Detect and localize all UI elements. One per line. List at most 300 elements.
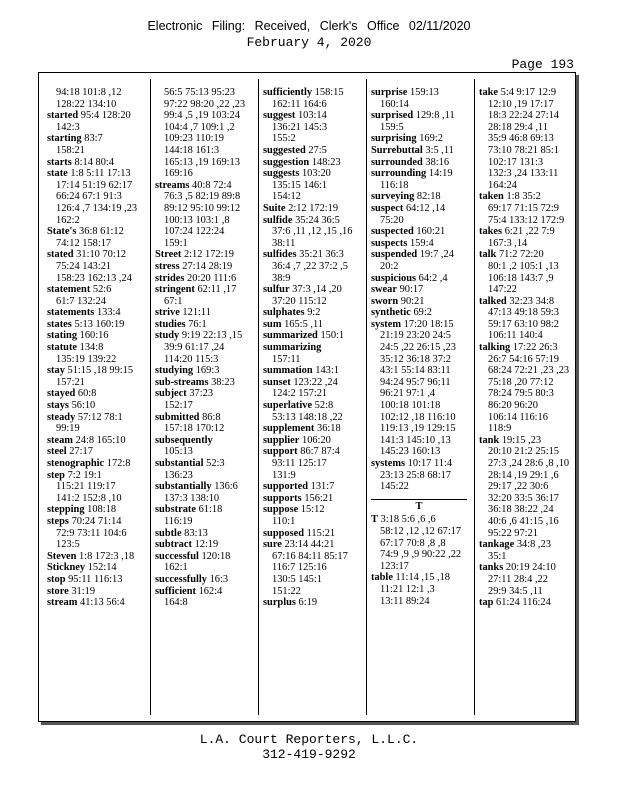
- page-line-refs: 1:8 172:3 ,18: [79, 550, 135, 562]
- index-column-1: [47, 87, 147, 609]
- page-line-refs: 37:3 ,14 ,20: [292, 284, 342, 296]
- page-line-refs: 67:1: [164, 295, 183, 307]
- index-entry: [47, 551, 147, 563]
- page-line-refs: 83:7: [84, 133, 103, 145]
- index-entry: [263, 157, 363, 169]
- index-entry: [371, 157, 471, 169]
- index-entry: [263, 307, 363, 319]
- index-entry: [155, 562, 255, 574]
- index-entry: [47, 586, 147, 598]
- page-line-refs: 135:19 139:22: [56, 353, 117, 365]
- index-word: sum: [263, 318, 282, 330]
- page-line-refs: 123:17: [380, 560, 409, 572]
- index-entry: [155, 586, 255, 598]
- index-word: systems: [371, 458, 406, 469]
- index-entry: [371, 110, 471, 122]
- index-entry: [47, 470, 147, 482]
- index-entry: [371, 538, 471, 550]
- index-entry: [155, 539, 255, 551]
- page-line-refs: 28:14 ,19 29:1 ,6: [488, 469, 559, 481]
- index-word: sufficiently: [263, 87, 313, 98]
- index-word: subtle: [155, 527, 182, 539]
- page-line-refs: 99:4 ,5 ,19 103:24: [164, 110, 240, 122]
- page-line-refs: 158:21: [56, 144, 85, 156]
- page-line-refs: 5:13 160:19: [74, 318, 125, 330]
- page-line-refs: 131:7: [310, 481, 335, 493]
- index-entry: [155, 342, 255, 354]
- page-line-refs: 62:11 ,17: [197, 284, 237, 296]
- index-entry: [263, 562, 363, 574]
- page-line-refs: 56:5 75:13 95:23: [164, 87, 236, 98]
- index-entry: [47, 458, 147, 470]
- page-line-refs: 36:18 38:22 ,24: [488, 504, 554, 516]
- page-line-refs: 1:8 35:2: [506, 191, 541, 203]
- page-line-refs: 37:20 115:12: [272, 295, 327, 307]
- index-word: tankage: [479, 539, 515, 551]
- page-line-refs: 133:4: [96, 307, 121, 319]
- index-entry: [371, 400, 471, 412]
- page-line-refs: 162:11 164:6: [272, 98, 327, 110]
- page-line-refs: 75:4 133:12 172:9: [488, 214, 565, 226]
- index-entry: [479, 122, 579, 134]
- page-line-refs: 67:16 84:11 85:17: [272, 550, 348, 562]
- index-word: stream: [47, 597, 78, 609]
- index-entry: [155, 470, 255, 482]
- index-word: suspicious: [371, 272, 417, 284]
- index-entry: [155, 273, 255, 285]
- page-line-refs: 107:24 122:24: [164, 226, 225, 238]
- page-line-refs: 53:13 148:18 ,22: [272, 411, 343, 423]
- page-line-refs: 95:4 128:20: [80, 110, 131, 122]
- page-line-refs: 38:9: [272, 272, 291, 284]
- page-line-refs: 52:8: [314, 400, 334, 412]
- page-line-refs: 162:4: [198, 585, 223, 597]
- page-line-refs: 35:9 46:8 69:13: [488, 133, 554, 145]
- page-line-refs: 36:8 61:12: [79, 226, 124, 238]
- page-line-refs: 8:14 80:4: [74, 156, 114, 168]
- index-word: study: [155, 330, 180, 342]
- page-line-refs: 3:5 ,11: [425, 144, 454, 156]
- page-line-refs: 13:11 89:24: [380, 595, 430, 607]
- page-line-refs: 102:17 131:3: [488, 156, 544, 168]
- page-line-refs: 94:24 95:7 96:11: [380, 376, 451, 388]
- index-entry: [155, 493, 255, 505]
- index-word: Stickney: [47, 562, 86, 574]
- index-entry: [263, 481, 363, 493]
- page-line-refs: 106:14 116:16: [488, 411, 548, 423]
- page-line-refs: 70:24 71:14: [71, 515, 122, 527]
- page-line-refs: 145:22: [380, 481, 409, 493]
- page-line-refs: 136:23: [164, 469, 193, 481]
- index-column-3: [263, 87, 363, 609]
- page-line-refs: 124:2 157:21: [272, 388, 328, 400]
- index-entry: [155, 145, 255, 157]
- page-line-refs: 52:6: [92, 284, 112, 296]
- page-line-refs: 160:21: [416, 226, 446, 238]
- index-entry: [47, 481, 147, 493]
- page-line-refs: 75:18 ,20 77:12: [488, 376, 554, 388]
- index-entry: [155, 226, 255, 238]
- page-line-refs: 159:5: [380, 121, 404, 133]
- index-entry: [155, 133, 255, 145]
- page-line-refs: 37:6 ,11 ,12 ,15 ,16: [272, 226, 353, 238]
- page-line-refs: 10:17 11:4: [407, 458, 453, 469]
- index-word: surveying: [371, 191, 415, 203]
- page-line-refs: 35:21 36:3: [299, 249, 344, 261]
- index-word: subtract: [155, 539, 192, 551]
- page-line-refs: 100:13 103:1 ,8: [164, 214, 230, 226]
- index-entry: [479, 261, 579, 273]
- index-entry: [155, 504, 255, 516]
- page-line-refs: 106:20: [302, 434, 331, 446]
- index-entry: [371, 296, 471, 308]
- index-entry: [371, 203, 471, 215]
- index-word: statements: [47, 307, 95, 319]
- index-word: supplier: [263, 434, 300, 446]
- index-entry: [47, 388, 147, 400]
- index-entry: [155, 180, 255, 192]
- index-word: state: [47, 168, 68, 180]
- index-entry: [479, 307, 579, 319]
- page-line-refs: 165:5 ,11: [284, 318, 323, 330]
- page-line-refs: 38:23: [211, 376, 235, 388]
- index-word: table: [371, 572, 393, 584]
- index-entry: [155, 215, 255, 227]
- page-line-refs: 159:4: [409, 237, 434, 249]
- index-word: sulfur: [263, 284, 290, 296]
- index-entry: [371, 191, 471, 203]
- page-line-refs: 137:3 138:10: [164, 492, 220, 504]
- page-line-refs: 105:13: [164, 446, 193, 458]
- page-line-refs: 155:2: [272, 133, 296, 145]
- index-entry: [47, 238, 147, 250]
- page-line-refs: 11:14 ,15 ,18: [395, 572, 451, 584]
- index-word: streams: [155, 179, 190, 191]
- index-entry: [371, 307, 471, 319]
- index-entry: [155, 435, 255, 447]
- page-line-refs: 108:18: [87, 504, 117, 516]
- page-line-refs: 78:24 79:5 80:3: [488, 388, 554, 400]
- index-entry: [479, 446, 579, 458]
- page-line-refs: 29:9 34:5 ,11: [488, 585, 543, 597]
- page-line-refs: 6:19: [298, 597, 318, 609]
- page-line-refs: 38:11: [272, 237, 296, 249]
- page-line-refs: 116:19: [164, 515, 193, 527]
- page-line-refs: 58:12 ,12 ,12 67:17: [380, 525, 462, 537]
- index-entry: [263, 354, 363, 366]
- page-line-refs: 36:4 ,7 ,22 37:2 ,5: [272, 260, 348, 272]
- index-entry: [155, 412, 255, 424]
- index-entry: [371, 99, 471, 111]
- page-line-refs: 136:21 145:3: [272, 121, 328, 133]
- index-word: stayed: [47, 388, 76, 400]
- index-entry: [263, 180, 363, 192]
- page-line-refs: 152:14: [87, 562, 117, 574]
- index-entry: [263, 261, 363, 273]
- index-entry: [47, 354, 147, 366]
- page-line-refs: 94:18 101:8 ,12: [56, 87, 122, 98]
- index-entry: [47, 377, 147, 389]
- index-word: steady: [47, 411, 76, 423]
- column-divider: [366, 79, 367, 715]
- index-entry: [479, 110, 579, 122]
- filing-header: Electronic Filing: Received, Clerk's Office 02/11/2020: [147, 19, 471, 33]
- page-line-refs: 14:19: [428, 168, 453, 180]
- index-entry: [479, 87, 579, 99]
- page-line-refs: 27:5: [308, 144, 327, 156]
- index-word: stays: [47, 400, 69, 412]
- page-line-refs: 160:16: [79, 330, 109, 342]
- index-word: supported: [263, 481, 309, 493]
- index-entry: [155, 307, 255, 319]
- page-line-refs: 27:11 28:4 ,22: [488, 573, 548, 585]
- index-entry: [479, 180, 579, 192]
- page-line-refs: 121:11: [182, 307, 211, 319]
- index-entry: [263, 133, 363, 145]
- page-line-refs: 154:12: [272, 191, 301, 203]
- page-line-refs: 26:7 54:16 57:19: [488, 353, 560, 365]
- index-word: synthetic: [371, 307, 411, 319]
- page-line-refs: 141:2 152:8 ,10: [56, 492, 122, 504]
- index-entry: [47, 412, 147, 424]
- page-line-refs: 7:2 19:1: [67, 469, 102, 481]
- index-entry: [479, 493, 579, 505]
- index-entry: [371, 249, 471, 261]
- index-entry: [263, 203, 363, 215]
- index-column-4: [371, 87, 471, 607]
- index-entry: [371, 87, 471, 99]
- index-entry: [479, 145, 579, 157]
- page-line-refs: 118:9: [488, 423, 512, 435]
- page-line-refs: 157:11: [272, 353, 301, 365]
- index-entry: [263, 539, 363, 551]
- index-entry: [263, 145, 363, 157]
- index-entry: [47, 342, 147, 354]
- page-line-refs: 76:3 ,5 82:19 89:8: [164, 191, 241, 203]
- page-line-refs: 74:12 158:17: [56, 237, 112, 249]
- page-line-refs: 96:21 97:1 ,4: [380, 388, 436, 400]
- page-line-refs: 123:5: [56, 539, 80, 551]
- index-word: sworn: [371, 295, 399, 307]
- index-entry: [479, 365, 579, 377]
- index-entry: [155, 110, 255, 122]
- page-line-refs: 2:12 172:19: [288, 202, 339, 214]
- index-entry: [155, 400, 255, 412]
- page-line-refs: 23:13 25:8 68:17: [380, 469, 452, 481]
- index-word: Suite: [263, 202, 286, 214]
- page-line-refs: 162:1: [164, 562, 188, 574]
- index-entry: [47, 273, 147, 285]
- page-line-refs: 12:10 ,19 17:17: [488, 98, 554, 110]
- index-entry: [371, 470, 471, 482]
- page-line-refs: 164:8: [164, 597, 188, 609]
- index-entry: [479, 470, 579, 482]
- index-entry: [479, 586, 579, 598]
- index-entry: [155, 551, 255, 563]
- index-entry: [371, 226, 471, 238]
- index-word: Surrebuttal: [371, 144, 423, 156]
- index-entry: [155, 528, 255, 540]
- index-entry: [47, 122, 147, 134]
- page-line-refs: 36:18: [317, 423, 341, 435]
- page-line-refs: 73:10 78:21 85:1: [488, 144, 560, 156]
- page-line-refs: 159:1: [164, 237, 188, 249]
- index-word: takes: [479, 226, 503, 238]
- index-entry: [479, 400, 579, 412]
- page-line-refs: 119:13 ,19 129:15: [380, 423, 456, 435]
- index-word: statute: [47, 342, 78, 354]
- index-entry: [263, 493, 363, 505]
- page-line-refs: 169:2: [419, 133, 443, 145]
- page-line-refs: 64:12 ,14: [405, 202, 446, 214]
- page-line-refs: 106:18 143:7 ,9: [488, 272, 554, 284]
- index-entry: [263, 597, 363, 609]
- index-word: studying: [155, 365, 194, 377]
- page-line-refs: 17:22 26:3: [512, 342, 558, 354]
- index-entry: [263, 319, 363, 331]
- index-word: strides: [155, 272, 185, 284]
- index-entry: [479, 157, 579, 169]
- index-entry: [371, 168, 471, 180]
- index-entry: [479, 215, 579, 227]
- index-entry: [371, 122, 471, 134]
- page-line-refs: 67:17 70:8 ,8 ,8: [380, 537, 446, 549]
- index-entry: [155, 458, 255, 470]
- page-line-refs: 151:22: [272, 585, 301, 597]
- page-line-refs: 75:24 143:21: [56, 260, 112, 272]
- page-line-refs: 164:24: [488, 179, 517, 191]
- index-entry: [47, 423, 147, 435]
- page-line-refs: 20:20 111:6: [187, 272, 237, 284]
- index-word: stenographic: [47, 458, 105, 469]
- index-entry: [263, 574, 363, 586]
- page-line-refs: 144:18 161:3: [164, 144, 220, 156]
- page-line-refs: 128:22 134:10: [56, 98, 117, 110]
- index-entry: [263, 273, 363, 285]
- page-line-refs: 165:13 ,19 169:13: [164, 156, 240, 168]
- court-reporter-name: L.A. Court Reporters, L.L.C.: [199, 732, 419, 747]
- page-line-refs: 9:19 22:13 ,15: [181, 330, 243, 342]
- index-entry: [47, 493, 147, 505]
- index-entry: [47, 215, 147, 227]
- index-entry: [47, 330, 147, 342]
- index-word: subsequently: [155, 434, 213, 446]
- page-line-refs: 61:18: [198, 504, 223, 516]
- index-entry: [47, 157, 147, 169]
- index-entry: [263, 551, 363, 563]
- index-entry: [479, 238, 579, 250]
- index-entry: [263, 400, 363, 412]
- index-entry: [47, 191, 147, 203]
- index-entry: [155, 481, 255, 493]
- page-line-refs: 75:20: [380, 214, 404, 226]
- index-entry: [371, 145, 471, 157]
- page-line-refs: 56:10: [71, 400, 96, 412]
- page-line-refs: 95:22 97:21: [488, 527, 538, 539]
- index-entry: [263, 342, 363, 354]
- index-word: steps: [47, 515, 69, 527]
- page-line-refs: 86:7 87:4: [300, 446, 340, 458]
- transcript-date: February 4, 2020: [246, 35, 372, 50]
- index-entry: [47, 180, 147, 192]
- index-word: take: [479, 87, 499, 98]
- index-entry: [263, 99, 363, 111]
- index-word: surprising: [371, 133, 417, 145]
- index-word: suspended: [371, 249, 418, 261]
- index-entry: [47, 307, 147, 319]
- index-entry: [371, 446, 471, 458]
- index-entry: [155, 296, 255, 308]
- index-word: supposed: [263, 527, 305, 539]
- column-divider: [474, 79, 475, 715]
- index-word: talked: [479, 295, 507, 307]
- index-word: stress: [155, 260, 180, 272]
- index-entry: [47, 435, 147, 447]
- index-entry: [479, 330, 579, 342]
- index-word: statement: [47, 284, 91, 296]
- index-word: states: [47, 318, 72, 330]
- index-entry: [479, 354, 579, 366]
- page-line-refs: 160:14: [380, 98, 409, 110]
- page-line-refs: 52:3: [206, 458, 225, 469]
- index-entry: [263, 191, 363, 203]
- index-entry: [263, 412, 363, 424]
- index-entry: [479, 481, 579, 493]
- page-line-refs: 27:14 28:19: [182, 260, 233, 272]
- index-word: surprised: [371, 110, 414, 122]
- page-line-refs: 9:2: [307, 307, 321, 319]
- page-line-refs: 1:8 5:11 17:13: [70, 168, 131, 180]
- index-entry: [155, 319, 255, 331]
- index-word: studies: [155, 318, 186, 330]
- page-line-refs: 37:23: [189, 388, 214, 400]
- index-word: T: [371, 514, 378, 526]
- index-entry: [47, 319, 147, 331]
- index-word: stepping: [47, 504, 85, 516]
- page-line-refs: 141:3 145:10 ,13: [380, 434, 451, 446]
- index-entry: [479, 562, 579, 574]
- index-entry: [479, 296, 579, 308]
- index-entry: [371, 388, 471, 400]
- column-divider: [150, 79, 151, 715]
- page-line-refs: 106:11 140:4: [488, 330, 543, 342]
- index-entry: [47, 539, 147, 551]
- index-entry: [47, 203, 147, 215]
- index-entry: [47, 574, 147, 586]
- index-entry: [47, 110, 147, 122]
- page-line-refs: 103:20: [301, 168, 331, 180]
- index-entry: [371, 481, 471, 493]
- index-entry: [371, 596, 471, 608]
- index-word: summation: [263, 365, 313, 377]
- index-entry: [479, 284, 579, 296]
- page-line-refs: 34:8 ,23: [516, 539, 551, 551]
- index-word: supports: [263, 492, 302, 504]
- index-entry: [263, 516, 363, 528]
- page-line-refs: 21:19 23:20 24:5: [380, 330, 452, 342]
- page-line-refs: 104:4 ,7 109:1 ,2: [164, 121, 235, 133]
- index-entry: [479, 226, 579, 238]
- index-word: suggested: [263, 144, 306, 156]
- page-line-refs: 83:13: [184, 527, 208, 539]
- index-word: talk: [479, 249, 497, 261]
- page-line-refs: 129:8 ,11: [415, 110, 455, 122]
- page-line-refs: 156:21: [304, 492, 334, 504]
- index-entry: [371, 319, 471, 331]
- index-entry: [47, 87, 147, 99]
- index-entry: [47, 528, 147, 540]
- index-entry: [155, 87, 255, 99]
